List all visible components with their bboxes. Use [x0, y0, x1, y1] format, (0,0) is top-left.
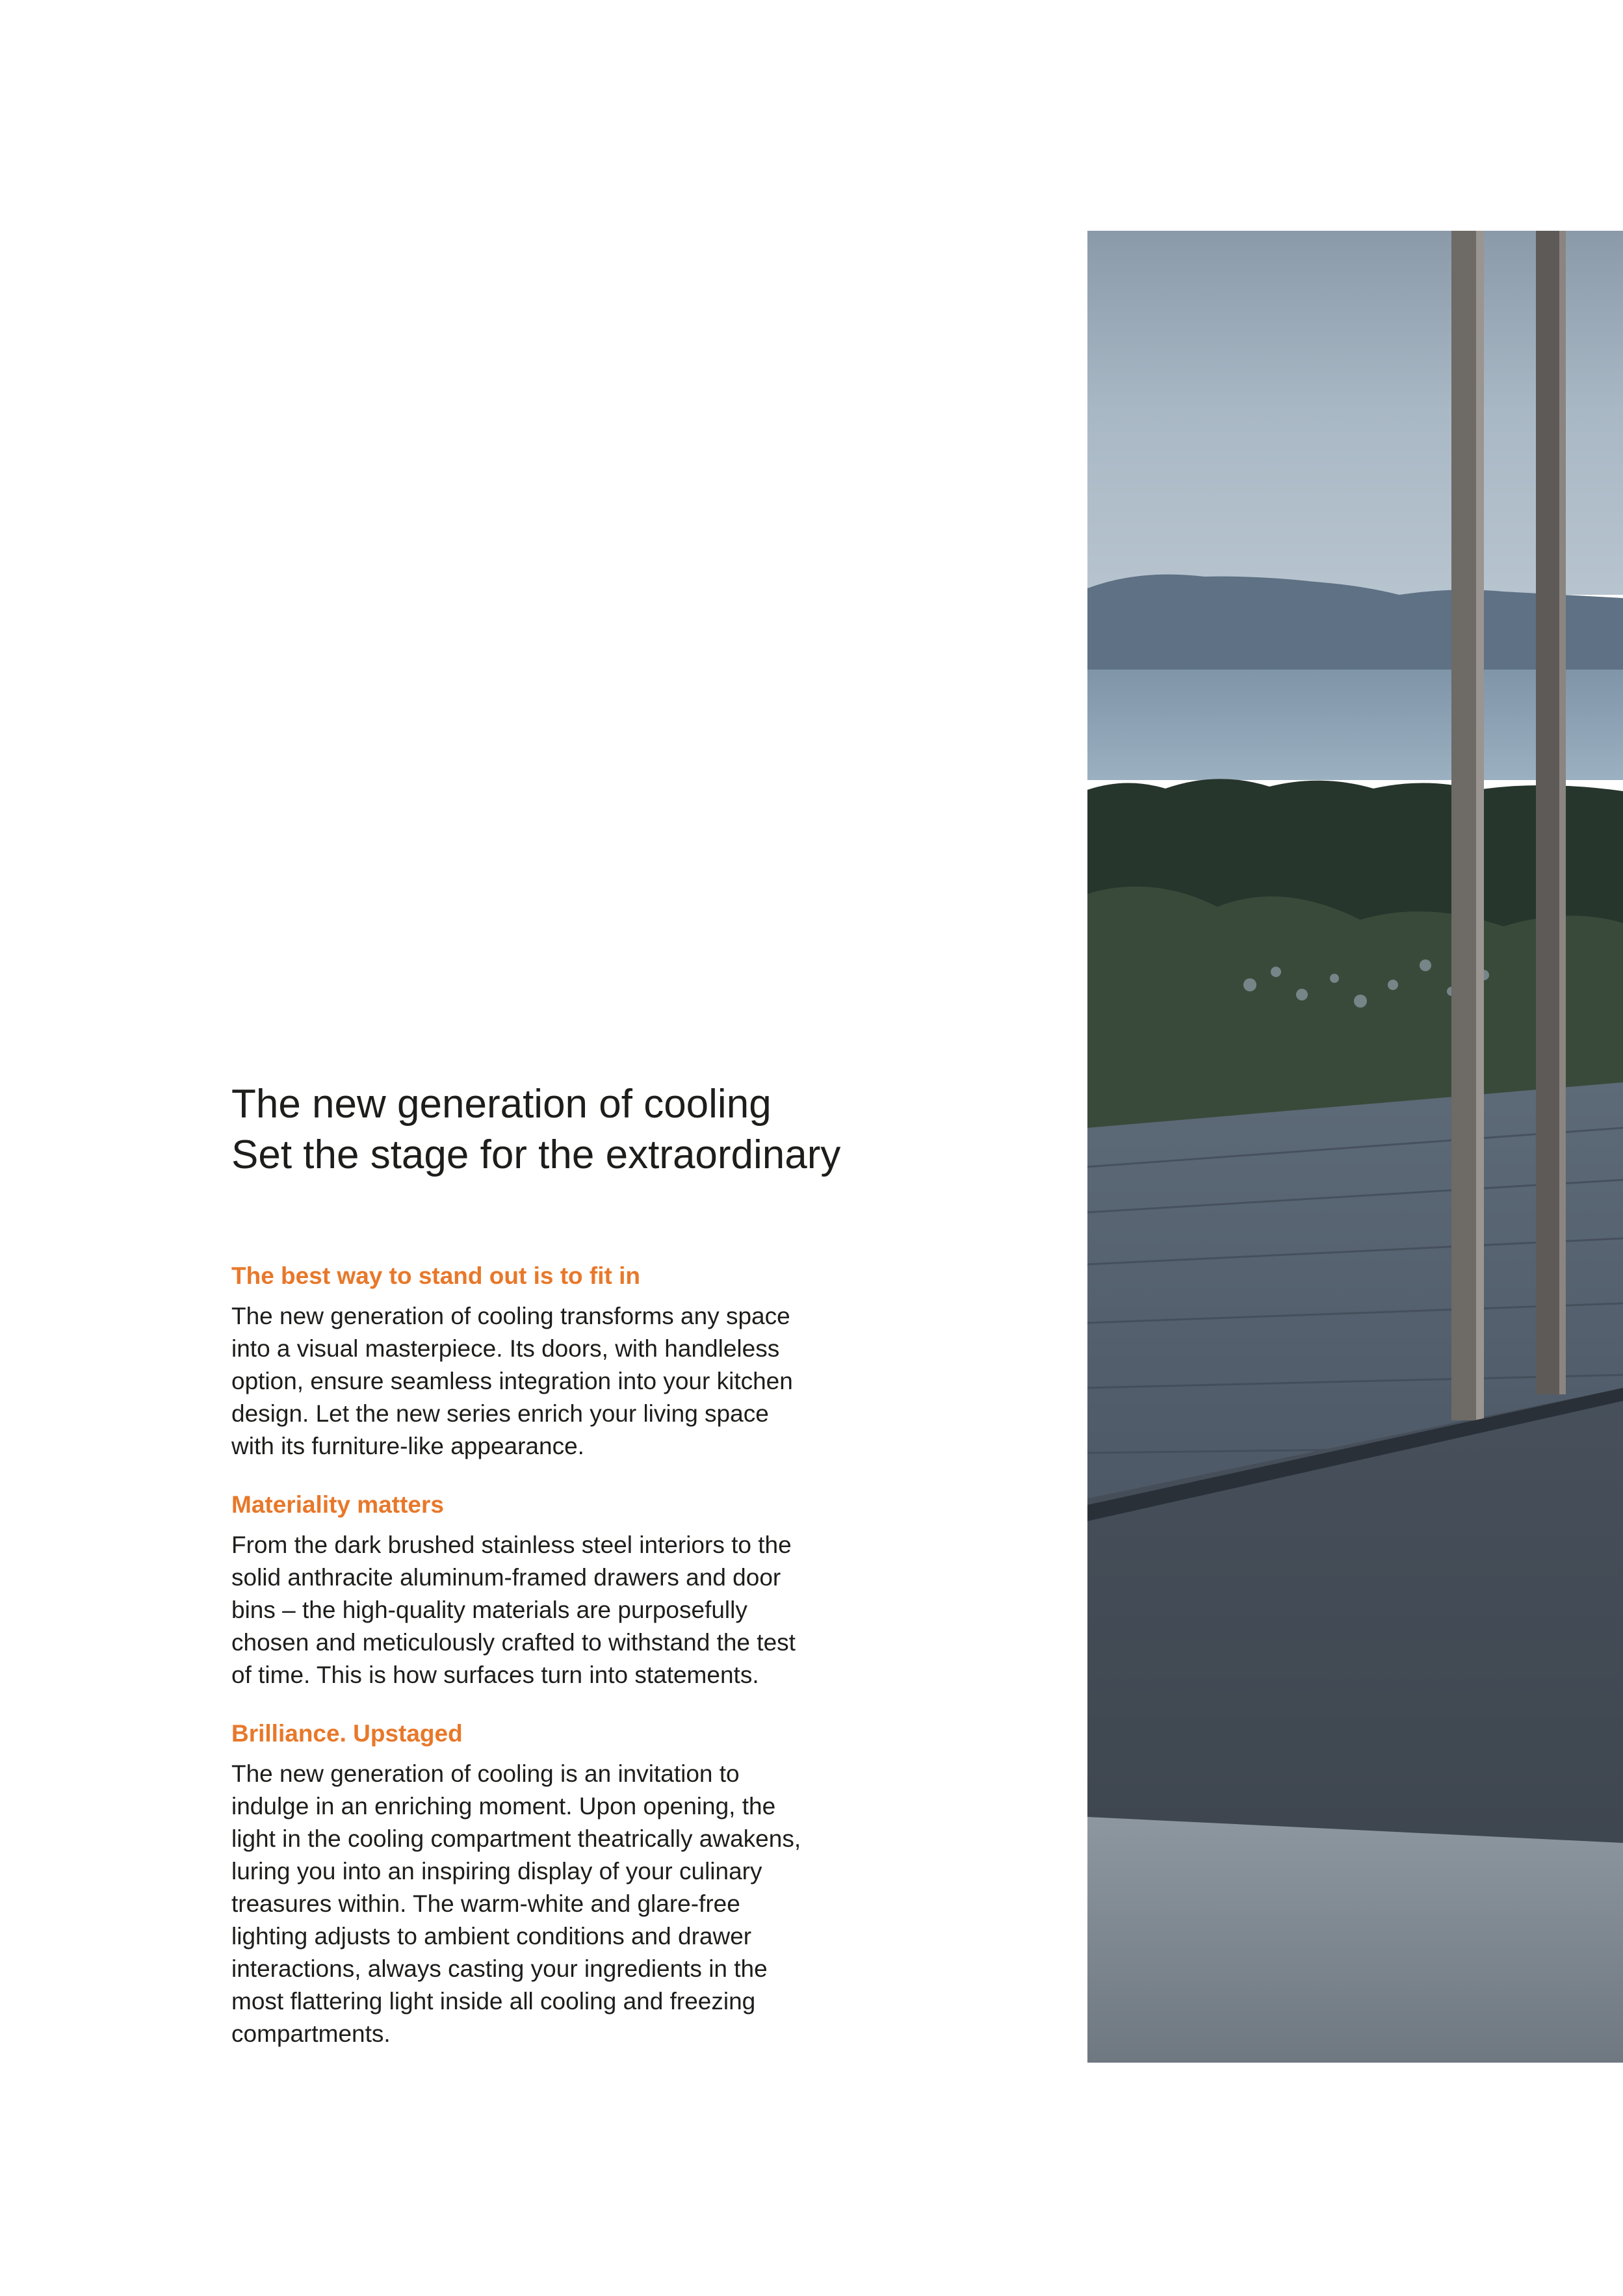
section-body: From the dark brushed stainless steel interiors to the solid anthracite aluminum-framed drawers and door bins – the high-quality materials are purposefully chosen and meticulously crafted to withstand the test of time. This is how surfaces turn into statements.	[231, 1532, 796, 1688]
section-heading: The best way to stand out is to fit in	[231, 1262, 641, 1289]
body-content	[231, 1260, 816, 2076]
section-heading: Materiality matters	[231, 1491, 444, 1518]
page-headline	[231, 1079, 946, 1181]
section-brilliance	[231, 1717, 816, 2050]
section-body: The new generation of cooling transforms any space into a visual masterpiece. Its doors, with handleless option, ensure seamless integration into your kitchen design. Let the new series enrich your living space with its furniture-like appearance.	[231, 1303, 793, 1459]
section-body: The new generation of cooling is an invitation to indulge in an enriching moment. Upon opening, the light in the cooling compartment theatrically awakens, luring you into an inspiring display of your culinary treasures within. The warm-white and glare-free lighting adjusts to ambient conditions and drawer interactions, always casting your ingredients in the most flattering light inside all cooling and freezing compartments.	[231, 1760, 801, 2047]
section-fit-in	[231, 1260, 816, 1463]
section-heading: Brilliance. Upstaged	[231, 1720, 463, 1747]
headline-line-1: The new generation of cooling	[231, 1082, 772, 1127]
section-materiality	[231, 1489, 816, 1691]
headline-line-2: Set the stage for the extraordinary	[231, 1132, 841, 1177]
lakeside-terrace-photo	[1087, 231, 1623, 2063]
